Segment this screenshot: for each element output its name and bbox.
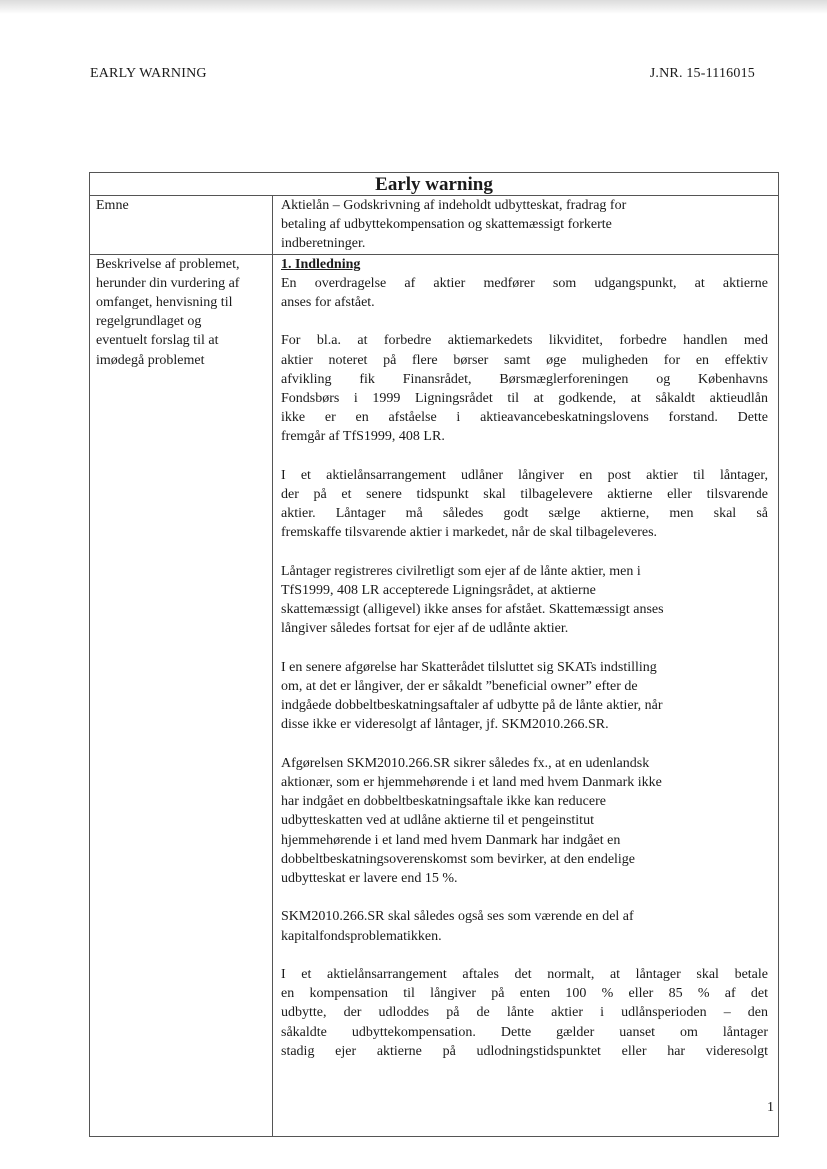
page-number: 1	[767, 1100, 774, 1115]
text-line: I et aktielånsarrangement udlåner långiver en post aktier til låntager,	[281, 467, 768, 483]
text-line: disse ikke er videresolgt af låntager, jf. SKM2010.266.SR.	[281, 717, 609, 733]
text-line: såkaldte udbyttekompensation. Dette gælder uanset om låntager	[281, 1024, 768, 1040]
label-line: Beskrivelse af problemet,	[96, 256, 240, 272]
paragraph	[281, 907, 768, 945]
text-line: afvikling fik Finansrådet, Børsmæglerforeningen og Københavns	[281, 371, 768, 387]
text-line: skattemæssigt (alligevel) ikke anses for afstået. Skattemæssigt anses	[281, 602, 664, 618]
paragraph	[281, 965, 768, 1061]
paragraph	[281, 754, 768, 888]
text-line: I et aktielånsarrangement aftales det normalt, at låntager skal betale	[281, 967, 768, 983]
label-line: Emne	[96, 198, 129, 213]
paragraph	[281, 466, 768, 543]
text-line: TfS1999, 408 LR accepterede Ligningsrådet, at aktierne	[281, 583, 596, 599]
row-label	[90, 196, 273, 255]
label-line: imødegå problemet	[96, 352, 205, 368]
text-line: betaling af udbyttekompensation og skattemæssigt forkerte	[281, 217, 612, 233]
row-value	[273, 254, 779, 1136]
table-title: Early warning	[90, 173, 779, 196]
section-heading: 1. Indledning	[281, 256, 361, 272]
text-line: stadig ejer aktierne på udlodningstidspunktet eller har videresolgt	[281, 1043, 768, 1059]
text-line: anses for afstået.	[281, 295, 375, 311]
text-line: For bl.a. at forbedre aktiemarkedets likviditet, forbedre handlen med	[281, 333, 768, 349]
label-line: omfanget, henvisning til	[96, 295, 233, 311]
text-line: om, at det er långiver, der er såkaldt ”beneficial owner” efter de	[281, 679, 638, 695]
text-line: långiver således fortsat for ejer af de udlånte aktier.	[281, 621, 569, 637]
text-line: fremgår af TfS1999, 408 LR.	[281, 429, 445, 445]
title-row	[90, 173, 779, 196]
text-line: aktionær, som er hjemmehørende i et land med hvem Danmark ikke	[281, 775, 662, 791]
paragraph	[281, 562, 768, 639]
row-label	[90, 254, 273, 1136]
text-line: der på et senere tidspunkt skal tilbagelevere aktierne eller tilsvarende	[281, 487, 768, 503]
text-line: SKM2010.266.SR skal således også ses som værende en del af	[281, 909, 634, 925]
text-line: aktier. Låntager må således godt sælge aktierne, men skal så	[281, 506, 768, 522]
label-line: eventuelt forslag til at	[96, 333, 219, 349]
paragraph	[281, 274, 768, 312]
journal-number: J.NR. 15-1116015	[649, 66, 755, 81]
text-line: udbytte, der udloddes på de lånte aktier i udlånsperioden – den	[281, 1005, 768, 1021]
text-line: Aktielån – Godskrivning af indeholdt udbytteskat, fradrag for	[281, 198, 627, 213]
text-line: hjemmehørende i et land med hvem Danmark har indgået en	[281, 832, 621, 848]
scan-edge	[0, 0, 827, 14]
text-line: En overdragelse af aktier medfører som udgangspunkt, at aktierne	[281, 275, 768, 291]
running-header-title: EARLY WARNING	[90, 66, 207, 81]
text-line: Afgørelsen SKM2010.266.SR sikrer således fx., at en udenlandsk	[281, 755, 650, 771]
text-line: har indgået en dobbeltbeskatningsaftale ikke kan reducere	[281, 794, 606, 810]
text-line: indberetninger.	[281, 236, 366, 252]
text-line: udbytteskatten ved at udlåne aktierne til et pengeinstitut	[281, 813, 594, 829]
paragraph	[281, 331, 768, 446]
text-line: fremskaffe tilsvarende aktier i markedet, når de skal tilbageleveres.	[281, 525, 658, 541]
text-line: udbytteskat er lavere end 15 %.	[281, 871, 458, 887]
text-line: dobbeltbeskatningsoverenskomst som bevirker, at den endelige	[281, 851, 636, 867]
early-warning-table	[89, 172, 779, 1137]
text-line: aktier noteret på flere børser samt øge muligheden for en effektiv	[281, 352, 768, 368]
paragraph	[281, 658, 768, 735]
text-line: indgåede dobbeltbeskatningsaftaler af udbytte på de lånte aktier, når	[281, 698, 663, 714]
text-line: Fondsbørs i 1999 Ligningsrådet til at godkende, at såkaldt aktieudlån	[281, 391, 768, 407]
text-line: I en senere afgørelse har Skatterådet tilsluttet sig SKATs indstilling	[281, 659, 657, 675]
text-line: ikke er en afståelse i aktieavancebeskatningslovens forstand. Dette	[281, 410, 768, 426]
text-line: Låntager registreres civilretligt som ejer af de lånte aktier, men i	[281, 563, 641, 579]
row-value	[273, 196, 779, 255]
label-line: regelgrundlaget og	[96, 314, 202, 330]
text-line: kapitalfondsproblematikken.	[281, 928, 442, 944]
paragraph	[281, 196, 768, 254]
table-row-description	[90, 254, 779, 1136]
table-row-subject	[90, 196, 779, 255]
text-line: en kompensation til långiver på enten 100 % eller 85 % af det	[281, 986, 768, 1002]
label-line: herunder din vurdering af	[96, 275, 240, 291]
